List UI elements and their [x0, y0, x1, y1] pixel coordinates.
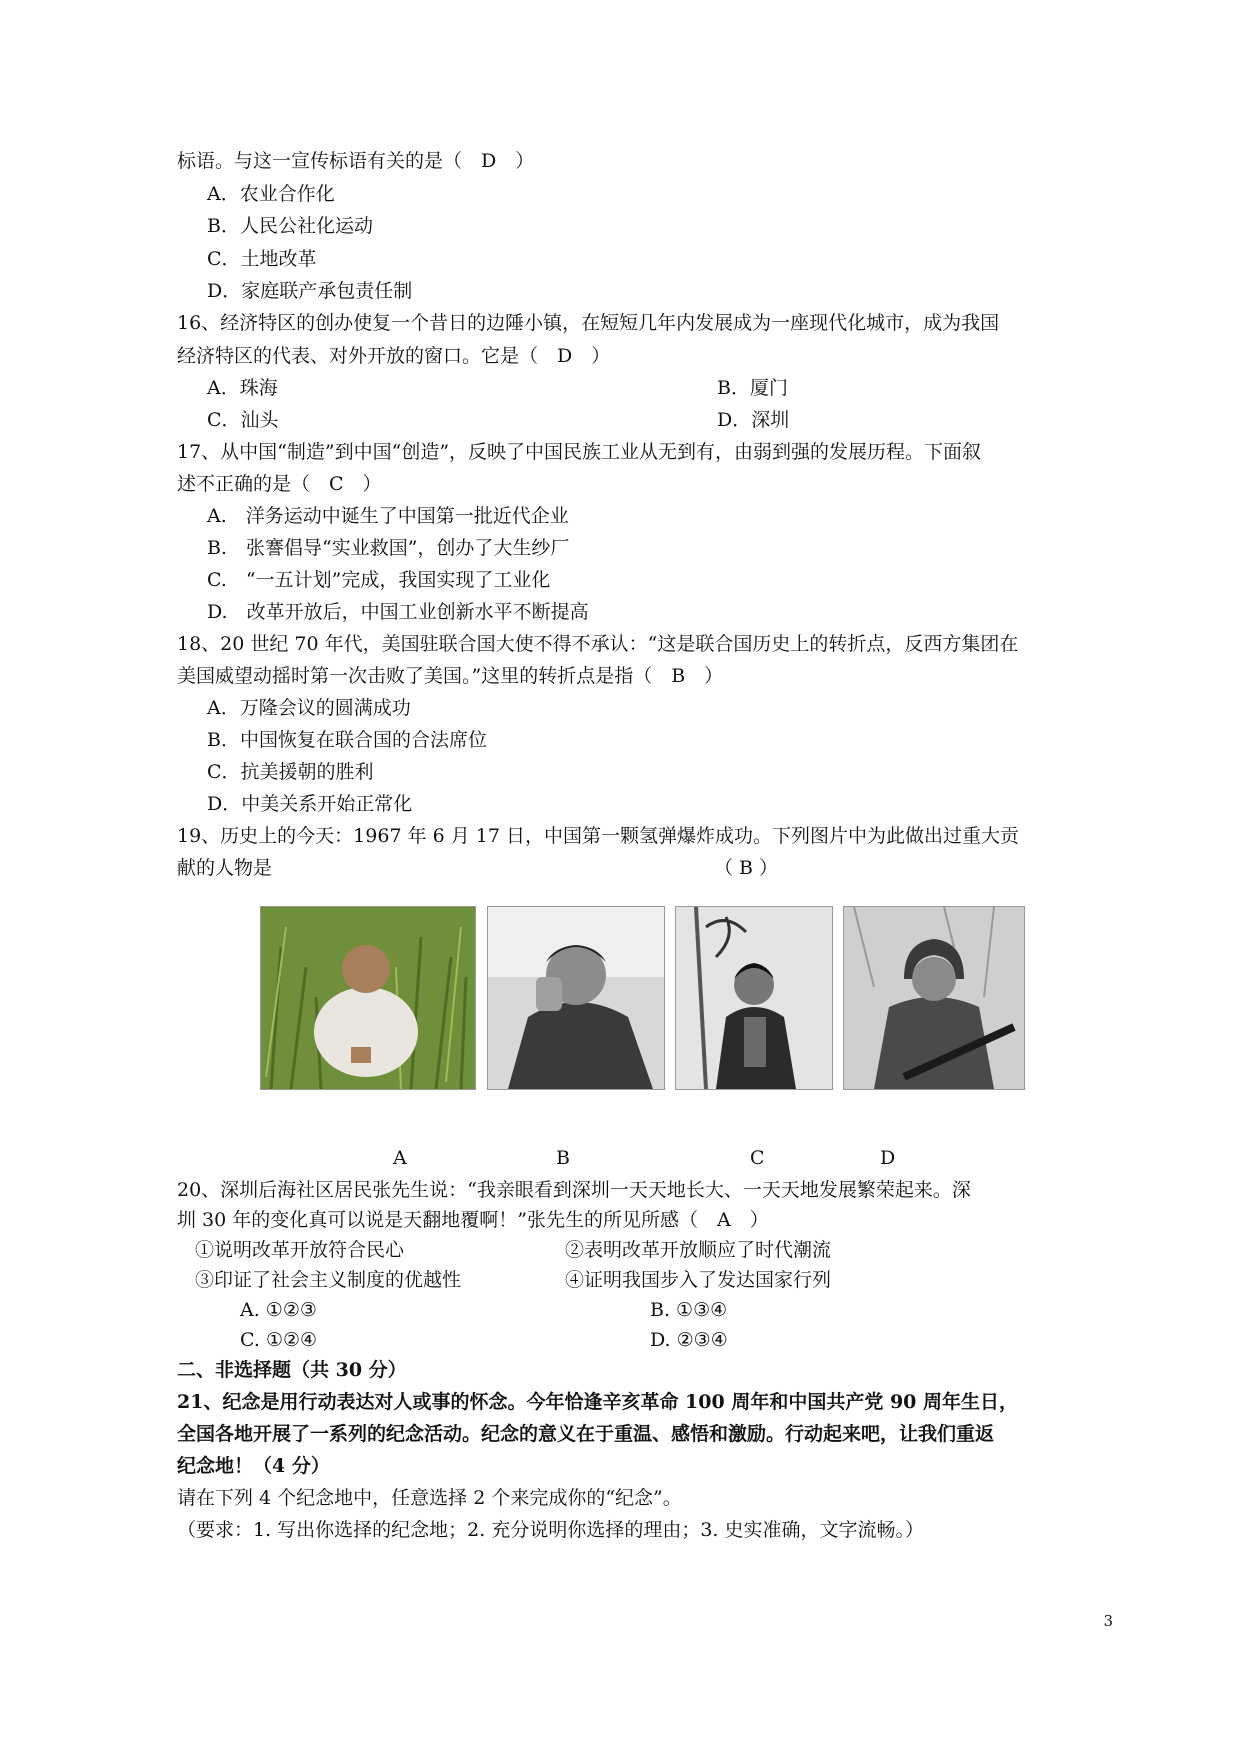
photo-a-rice-scientist — [260, 906, 476, 1090]
photo-c-man — [675, 906, 833, 1090]
photo-d-soldier — [843, 906, 1025, 1090]
photo-label-a: A — [393, 1147, 407, 1169]
q16-line2: 经济特区的代表、对外开放的窗口。它是（ D ） — [177, 345, 611, 367]
q16-line1: 16、经济特区的创办使复一个昔日的边陲小镇，在短短几年内发展成为一座现代化城市，成为我国 — [177, 312, 1000, 334]
q21-line1: 21、纪念是用行动表达对人或事的怀念。今年恰逢辛亥革命 100 周年和中国共产党 90 周年生日， — [177, 1391, 1019, 1413]
q16-option-d: D．深圳 — [717, 409, 790, 431]
q21-line3: 纪念地！（4 分） — [177, 1455, 330, 1477]
q17-option-a: A. 洋务运动中诞生了中国第一批近代企业 — [207, 505, 569, 527]
q16-option-b: B．厦门 — [717, 377, 788, 399]
q15-option-a: A．农业合作化 — [207, 183, 335, 205]
q17-option-b: B. 张謇倡导“实业救国”，创办了大生纱厂 — [207, 537, 570, 559]
q18-option-c: C．抗美援朝的胜利 — [207, 761, 374, 783]
q18-line2: 美国威望动摇时第一次击败了美国。”这里的转折点是指（ B ） — [177, 665, 724, 687]
q20-option-a: A. ①②③ — [240, 1299, 317, 1321]
q21-instruction: 请在下列 4 个纪念地中，任意选择 2 个来完成你的“纪念”。 — [177, 1487, 682, 1509]
q20-option-b: B. ①③④ — [650, 1299, 728, 1321]
q19-answer: （ B ） — [714, 857, 779, 879]
q20-statement-1: ①说明改革开放符合民心 — [195, 1239, 405, 1261]
page-number: 3 — [1103, 1612, 1113, 1630]
q20-option-d: D. ②③④ — [650, 1329, 728, 1351]
photo-b-scientist — [487, 906, 665, 1090]
q15-option-c: C．土地改革 — [207, 248, 317, 270]
q17-line2: 述不正确的是（ C ） — [177, 473, 382, 495]
photo-label-c: C — [750, 1147, 765, 1169]
q19-line1: 19、历史上的今天：1967 年 6 月 17 日，中国第一颗氢弹爆炸成功。下列图片中为此做出过重大贡 — [177, 825, 1019, 847]
photo-label-d: D — [880, 1147, 896, 1169]
q17-option-d: D. 改革开放后，中国工业创新水平不断提高 — [207, 601, 589, 623]
q17-option-c: C. “一五计划”完成，我国实现了工业化 — [207, 569, 551, 591]
q18-line1: 18、20 世纪 70 年代，美国驻联合国大使不得不承认：“这是联合国历史上的转折点，反西方集团在 — [177, 633, 1019, 655]
q20-line1: 20、深圳后海社区居民张先生说：“我亲眼看到深圳一天天地长大、一天天地发展繁荣起来。深 — [177, 1179, 971, 1201]
q20-statement-2: ②表明改革开放顺应了时代潮流 — [565, 1239, 832, 1261]
q21-line2: 全国各地开展了一系列的纪念活动。纪念的意义在于重温、感悟和激励。行动起来吧，让我们重返 — [177, 1423, 995, 1445]
q15-tail: 标语。与这一宣传标语有关的是（ D ） — [177, 150, 535, 172]
q20-statement-3: ③印证了社会主义制度的优越性 — [195, 1269, 462, 1291]
q18-option-a: A．万隆会议的圆满成功 — [207, 697, 411, 719]
q20-option-c: C. ①②④ — [240, 1329, 318, 1351]
q16-option-a: A．珠海 — [207, 377, 278, 399]
q18-option-d: D．中美关系开始正常化 — [207, 793, 413, 815]
section-2-title: 二、非选择题（共 30 分） — [177, 1359, 407, 1381]
q16-option-c: C．汕头 — [207, 409, 279, 431]
q15-option-d: D．家庭联产承包责任制 — [207, 280, 413, 302]
q20-line2: 圳 30 年的变化真可以说是天翻地覆啊！”张先生的所见所感（ A ） — [177, 1209, 769, 1231]
q17-line1: 17、从中国“制造”到中国“创造”，反映了中国民族工业从无到有，由弱到强的发展历程。下面叙 — [177, 441, 982, 463]
q20-statement-4: ④证明我国步入了发达国家行列 — [565, 1269, 832, 1291]
photo-label-b: B — [556, 1147, 570, 1169]
q18-option-b: B．中国恢复在联合国的合法席位 — [207, 729, 487, 751]
q15-option-b: B．人民公社化运动 — [207, 215, 373, 237]
q19-line2: 献的人物是 — [177, 857, 273, 879]
q21-requirement: （要求：1. 写出你选择的纪念地；2. 充分说明你选择的理由；3. 史实准确，文字流畅。） — [177, 1519, 925, 1541]
